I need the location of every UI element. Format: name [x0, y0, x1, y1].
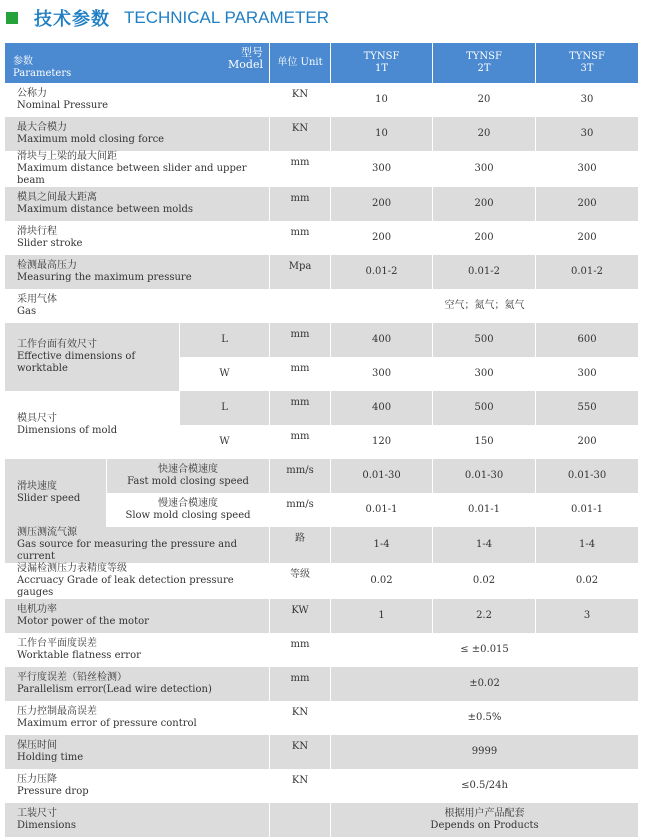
- param-cn: 浸漏检测压力表精度等级: [17, 563, 127, 574]
- param-cn: 滑块速度: [17, 481, 57, 492]
- sub-label: [107, 493, 270, 527]
- unit-cell: KN: [270, 83, 331, 117]
- param-cn: 压力压降: [17, 774, 57, 785]
- value-cell: 0.01-30: [433, 459, 536, 493]
- param-cn: 检测最高压力: [17, 260, 77, 271]
- value-cell: 300: [331, 151, 433, 187]
- param-cn: 模具尺寸: [17, 413, 57, 424]
- table-row: [5, 459, 639, 493]
- table-row: [5, 221, 639, 255]
- value-cell: 0.01-1: [331, 493, 433, 527]
- unit-cell: mm: [270, 425, 331, 459]
- sub-label: W: [180, 357, 270, 391]
- table-row: [5, 667, 639, 701]
- param-cn: 电机功率: [17, 604, 57, 615]
- value-cell: 500: [433, 323, 536, 357]
- header-model-en: Model: [228, 58, 264, 71]
- param-label: [5, 117, 270, 151]
- table-row: [5, 633, 639, 667]
- unit-cell: mm: [270, 221, 331, 255]
- param-label: [5, 187, 270, 221]
- table-row: [5, 83, 639, 117]
- value-cell: ±0.5%: [331, 701, 639, 735]
- unit-cell: KW: [270, 599, 331, 633]
- param-cn: 滑块与上梁的最大间距: [17, 151, 117, 162]
- header-model-2: [433, 43, 536, 83]
- value-cell: 400: [331, 323, 433, 357]
- value-cell: 1-4: [433, 527, 536, 563]
- model-2-name: TYNSF: [466, 51, 502, 62]
- value-cell: 3: [536, 599, 639, 633]
- sub-label: L: [180, 391, 270, 425]
- value-cn: 根据用户产品配套: [444, 808, 525, 819]
- param-en: Slider stroke: [17, 238, 83, 249]
- param-label: [5, 563, 270, 599]
- unit-cell: mm: [270, 391, 331, 425]
- sub-cn: 快速合模速度: [158, 464, 218, 475]
- value-cell: 0.01-2: [331, 255, 433, 289]
- param-cn: 工作台平面度误差: [17, 638, 97, 649]
- unit-cell: mm: [270, 151, 331, 187]
- param-label: [5, 701, 270, 735]
- table-row: [5, 735, 639, 769]
- param-en: Slider speed: [17, 493, 81, 504]
- value-cell: 1-4: [536, 527, 639, 563]
- param-en: Nominal Pressure: [17, 100, 109, 111]
- unit-cell: mm: [270, 667, 331, 701]
- param-label: [5, 769, 270, 803]
- param-en: Dimensions of mold: [17, 425, 118, 436]
- value-cell: ≤0.5/24h: [331, 769, 639, 803]
- param-en: Parallelism error(Lead wire detection): [17, 684, 212, 695]
- param-en: Holding time: [17, 752, 84, 763]
- value-cell: 600: [536, 323, 639, 357]
- header-model-3: [536, 43, 639, 83]
- value-cell: 0.01-30: [331, 459, 433, 493]
- value-cell: 2.2: [433, 599, 536, 633]
- param-cn: 最大合模力: [17, 122, 67, 133]
- unit-cell: Mpa: [270, 255, 331, 289]
- value-cell: 0.01-1: [536, 493, 639, 527]
- value-cell: 300: [433, 357, 536, 391]
- sub-cn: 慢速合模速度: [158, 498, 218, 509]
- model-3-size: 3T: [580, 63, 594, 74]
- header-param-cn: 参数: [13, 56, 33, 67]
- value-cell: 150: [433, 425, 536, 459]
- model-2-size: 2T: [477, 63, 491, 74]
- header-model-cn: 型号: [241, 46, 264, 59]
- value-cell: ±0.02: [331, 667, 639, 701]
- param-label: [5, 83, 270, 117]
- param-en: Gas source for measuring the pressure and current: [17, 539, 237, 562]
- sub-label: W: [180, 425, 270, 459]
- value-cell: 0.01-2: [536, 255, 639, 289]
- table-row: [5, 803, 639, 837]
- value-cell: [331, 803, 639, 837]
- param-en: Maximum mold closing force: [17, 134, 165, 145]
- value-en: Depends on Products: [430, 820, 539, 831]
- section-title-cn: 技术参数: [34, 9, 110, 30]
- table-row: [5, 289, 639, 323]
- table-row: [5, 391, 639, 425]
- header-model-1: [331, 43, 433, 83]
- value-cell: ≤ ±0.015: [331, 633, 639, 667]
- param-en: Motor power of the motor: [17, 616, 149, 627]
- value-cell: 300: [433, 151, 536, 187]
- header-param-en: Parameters: [13, 68, 72, 79]
- value-cell: 300: [536, 151, 639, 187]
- value-cell: 200: [331, 187, 433, 221]
- param-cn: 滑块行程: [17, 226, 57, 237]
- table-row: [5, 323, 639, 357]
- unit-cell: [270, 289, 331, 323]
- header-param-model: [5, 43, 270, 83]
- value-cell: 9999: [331, 735, 639, 769]
- unit-cell: [270, 803, 331, 837]
- param-en: Maximum distance between slider and upper beam: [17, 163, 247, 186]
- value-cell: 30: [536, 83, 639, 117]
- param-cn: 平行度误差（铅丝检测）: [17, 672, 127, 683]
- unit-cell: 路: [270, 527, 331, 563]
- unit-cell: mm: [270, 323, 331, 357]
- param-cn: 保压时间: [17, 740, 57, 751]
- value-cell: 0.02: [433, 563, 536, 599]
- param-en: Dimensions: [17, 820, 76, 831]
- param-label: [5, 599, 270, 633]
- param-en: Accruacy Grade of leak detection pressure gauges: [17, 575, 234, 598]
- param-en: Measuring the maximum pressure: [17, 272, 192, 283]
- table-row: [5, 769, 639, 803]
- table-row: [5, 563, 639, 599]
- value-cell: 200: [331, 221, 433, 255]
- param-label: [5, 527, 270, 563]
- unit-cell: KN: [270, 735, 331, 769]
- unit-cell: KN: [270, 117, 331, 151]
- section-header: [6, 6, 329, 30]
- unit-cell: KN: [270, 769, 331, 803]
- sub-en: Fast mold closing speed: [127, 476, 249, 487]
- param-en: Gas: [17, 306, 37, 317]
- value-cell: 10: [331, 117, 433, 151]
- value-cell: 0.01-2: [433, 255, 536, 289]
- param-cn: 压力控制最高误差: [17, 706, 97, 717]
- value-cell: 200: [433, 221, 536, 255]
- header-model: [228, 47, 263, 71]
- value-cell: 550: [536, 391, 639, 425]
- value-cell: 200: [536, 221, 639, 255]
- param-cn: 工作台面有效尺寸: [17, 339, 97, 350]
- value-cell: 20: [433, 83, 536, 117]
- table-row: [5, 527, 639, 563]
- value-cell: 0.02: [331, 563, 433, 599]
- value-cell: 200: [536, 425, 639, 459]
- value-cell: 30: [536, 117, 639, 151]
- unit-cell: mm: [270, 357, 331, 391]
- unit-cell: 等级: [270, 563, 331, 599]
- value-cell: 1: [331, 599, 433, 633]
- param-en: Maximum error of pressure control: [17, 718, 197, 729]
- unit-cell: mm/s: [270, 493, 331, 527]
- table-row: [5, 117, 639, 151]
- sub-label: [107, 459, 270, 493]
- param-label: [5, 667, 270, 701]
- value-cell: 空气；氮气；氦气: [331, 289, 639, 323]
- param-en: Pressure drop: [17, 786, 89, 797]
- section-title-en: TECHNICAL PARAMETER: [124, 8, 329, 27]
- param-label: [5, 255, 270, 289]
- value-cell: 300: [331, 357, 433, 391]
- value-cell: 20: [433, 117, 536, 151]
- unit-cell: mm: [270, 633, 331, 667]
- param-label: [5, 323, 180, 391]
- param-cn: 公称力: [17, 88, 47, 99]
- value-cell: 300: [536, 357, 639, 391]
- param-cn: 测压测流气源: [17, 527, 77, 538]
- unit-cell: mm/s: [270, 459, 331, 493]
- table-row: [5, 187, 639, 221]
- green-square-icon: [6, 12, 18, 24]
- param-label: [5, 803, 270, 837]
- model-3-name: TYNSF: [569, 51, 605, 62]
- param-label: [5, 391, 180, 459]
- table-row: [5, 151, 639, 187]
- param-en: Maximum distance between molds: [17, 204, 194, 215]
- value-cell: 0.01-1: [433, 493, 536, 527]
- param-label: [5, 735, 270, 769]
- param-cn: 工装尺寸: [17, 808, 57, 819]
- value-cell: 400: [331, 391, 433, 425]
- header-unit: 单位 Unit: [270, 43, 331, 83]
- model-1-size: 1T: [374, 63, 389, 74]
- value-cell: 500: [433, 391, 536, 425]
- sub-label: L: [180, 323, 270, 357]
- value-cell: 1-4: [331, 527, 433, 563]
- param-cn: 模具之间最大距离: [17, 192, 97, 203]
- param-label: [5, 151, 270, 187]
- param-label: [5, 289, 270, 323]
- param-cn: 采用气体: [17, 294, 57, 305]
- param-en: Effective dimensions of worktable: [17, 351, 136, 374]
- param-label: [5, 633, 270, 667]
- value-cell: 0.02: [536, 563, 639, 599]
- unit-cell: KN: [270, 701, 331, 735]
- param-en: Worktable flatness error: [17, 650, 141, 661]
- model-1-name: TYNSF: [363, 51, 400, 62]
- parameter-table: [4, 43, 639, 837]
- value-cell: 120: [331, 425, 433, 459]
- param-label: [5, 221, 270, 255]
- value-cell: 200: [433, 187, 536, 221]
- table-row: [5, 255, 639, 289]
- table-row: [5, 701, 639, 735]
- value-cell: 10: [331, 83, 433, 117]
- value-cell: 200: [536, 187, 639, 221]
- header-param: [13, 56, 71, 80]
- param-label: [5, 459, 107, 527]
- unit-cell: mm: [270, 187, 331, 221]
- sub-en: Slow mold closing speed: [125, 510, 251, 521]
- table-row: [5, 599, 639, 633]
- value-cell: 0.01-30: [536, 459, 639, 493]
